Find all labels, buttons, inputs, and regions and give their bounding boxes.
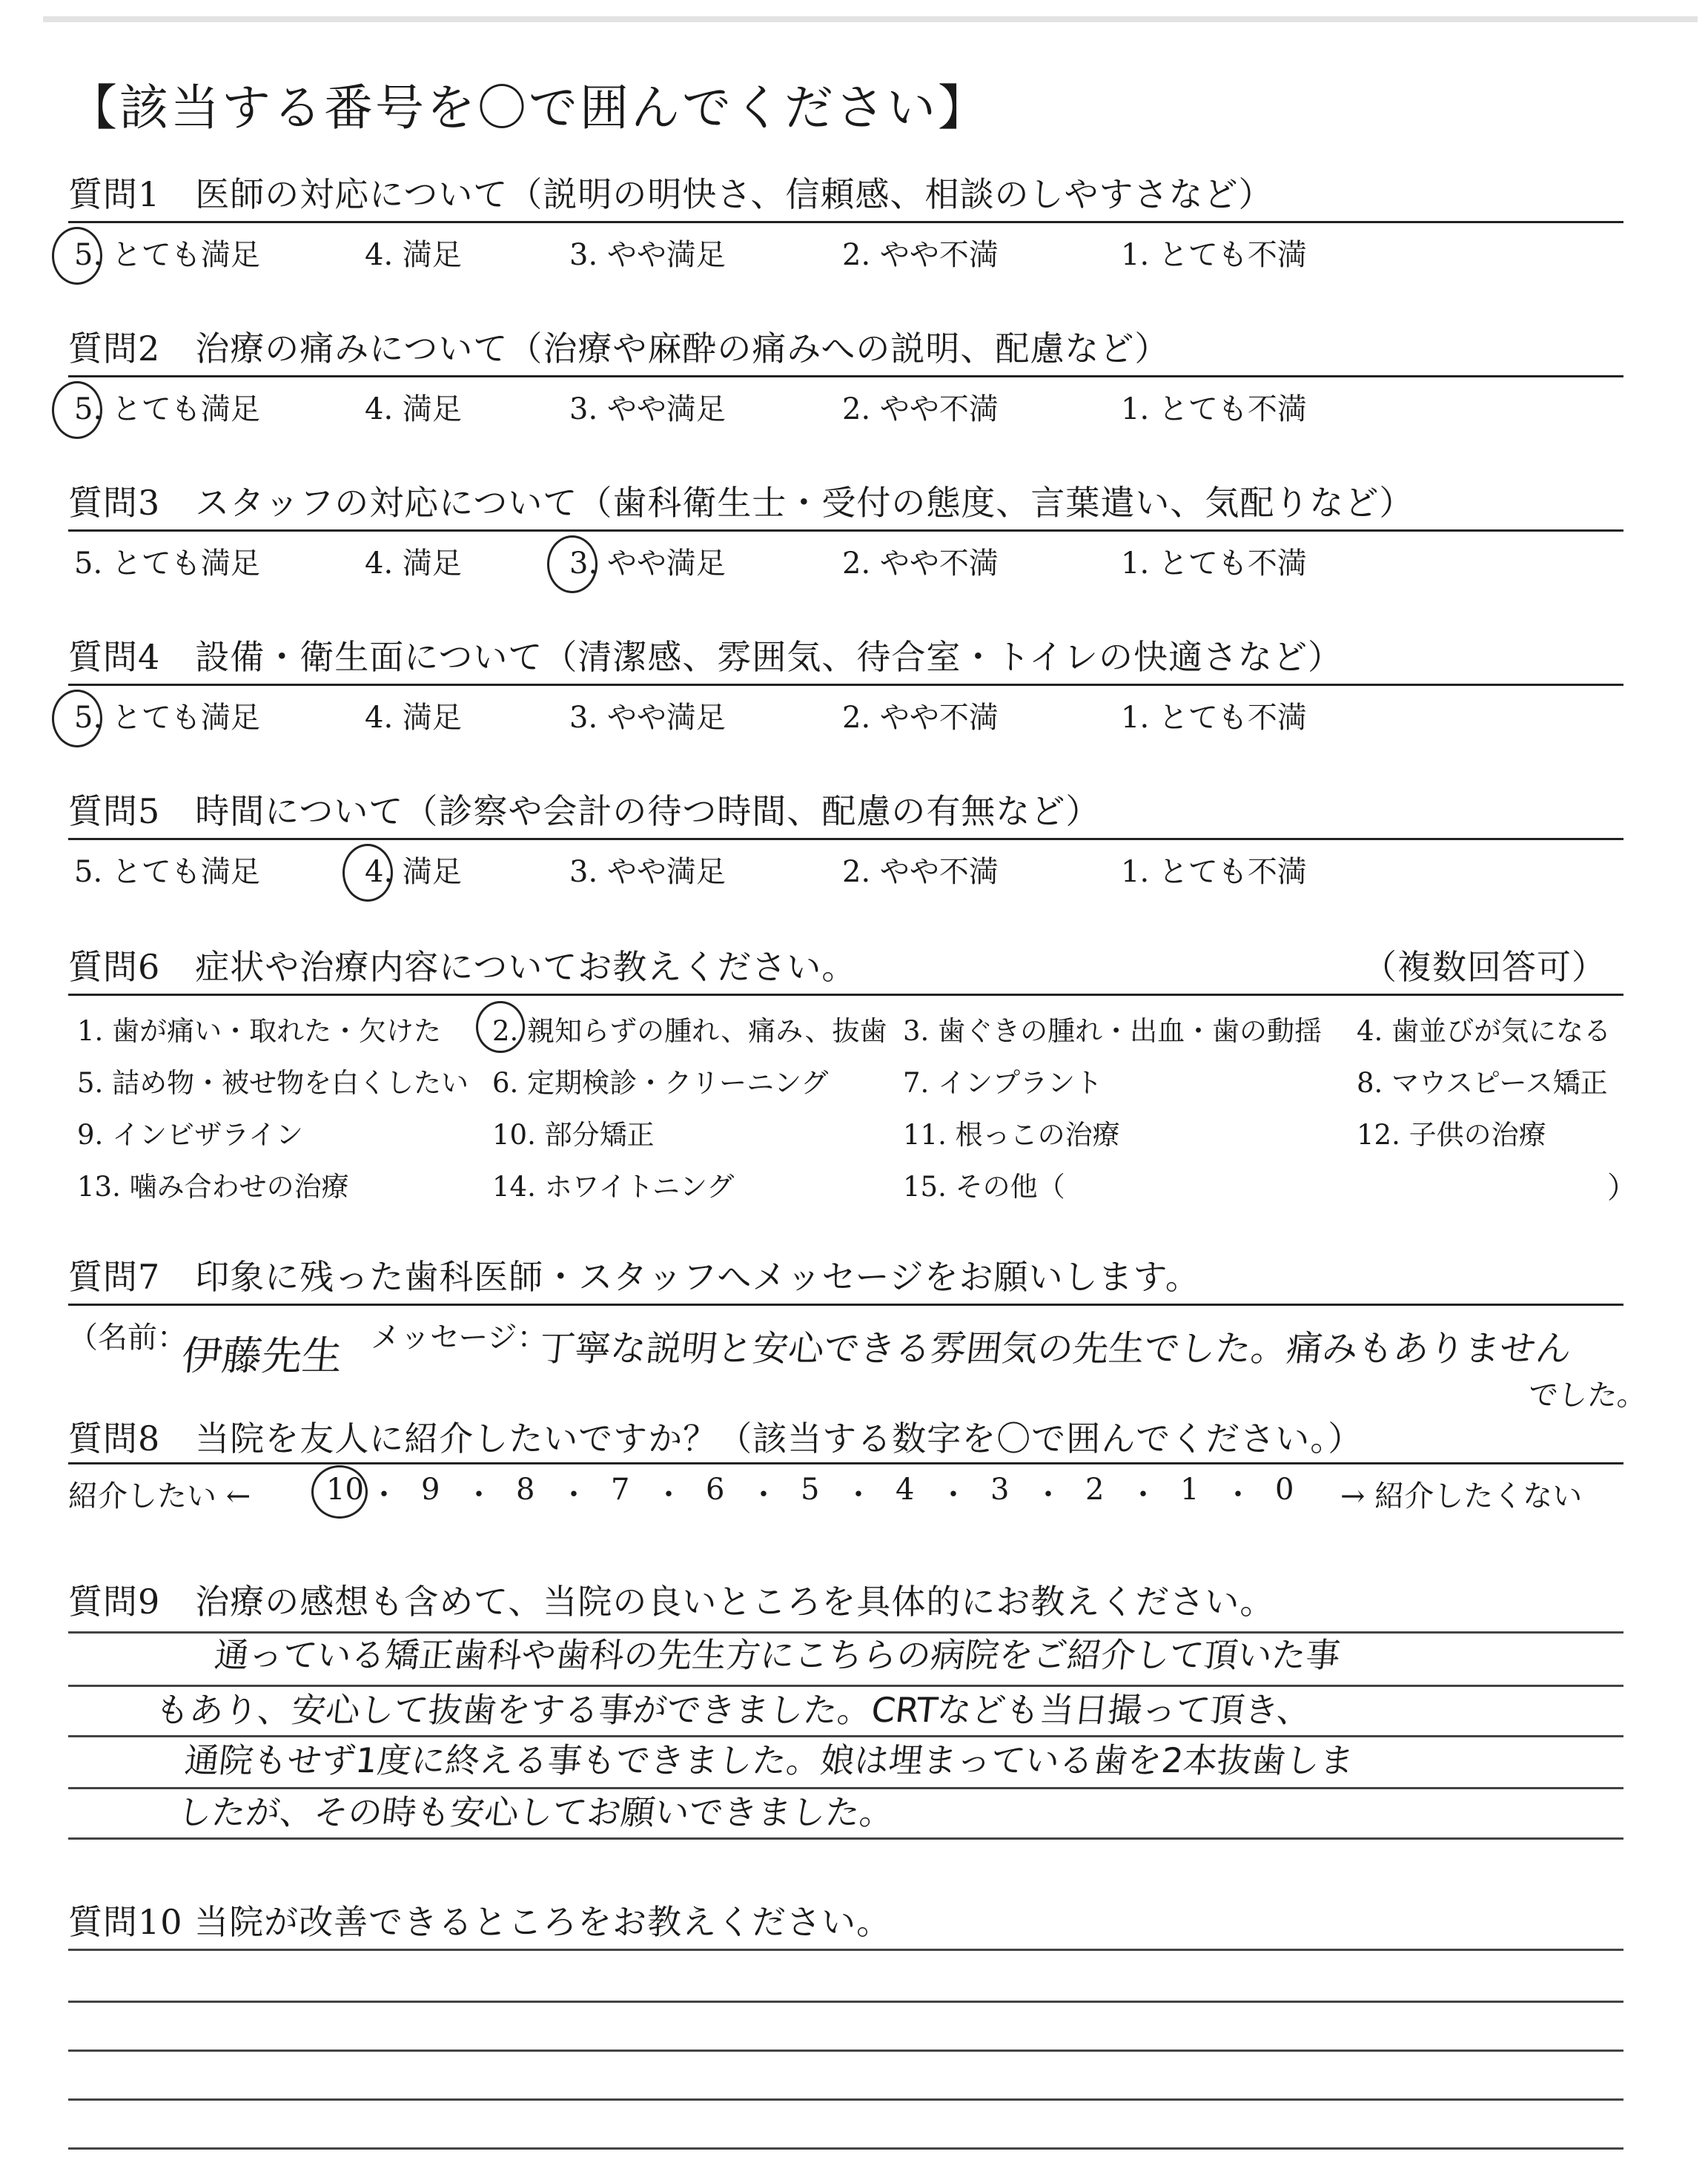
q1-label: 質問1 医師の対応について（説明の明快さ、信頼感、相談のしやすさなど）: [68, 174, 1274, 214]
q6-option-4[interactable]: 4. 歯並びが気になる: [1357, 1015, 1612, 1047]
q3-rule: [68, 529, 1623, 532]
q6-rule: [68, 994, 1623, 996]
q4-option-3[interactable]: 3. やや満足: [569, 701, 726, 735]
q6-option-7[interactable]: 7. インプラント: [903, 1067, 1103, 1099]
q6-option-8[interactable]: 8. マウスピース矯正: [1357, 1067, 1608, 1099]
q7-name-value: 伊藤先生: [179, 1332, 345, 1379]
q1-option-4[interactable]: 4. 満足: [365, 238, 462, 272]
q8-scale-separator: ・: [654, 1478, 683, 1512]
q3-option-3[interactable]: 3. やや満足: [569, 546, 726, 581]
q10-rule-2: [68, 2001, 1623, 2003]
q10-rule-4: [68, 2098, 1623, 2101]
q1-selection-circle: [52, 227, 102, 285]
q4-option-5[interactable]: 5. とても満足: [74, 701, 260, 735]
q8-score-4[interactable]: 4: [896, 1473, 915, 1507]
q8-scale-separator: ・: [369, 1478, 399, 1512]
q8-scale-separator: ・: [464, 1478, 494, 1512]
q4-option-2[interactable]: 2. やや不満: [842, 701, 999, 735]
q5-selection-circle: [342, 844, 393, 902]
q8-score-6[interactable]: 6: [706, 1473, 725, 1507]
q2-option-5[interactable]: 5. とても満足: [74, 392, 260, 426]
q9-rule-5: [68, 1837, 1623, 1840]
q4-option-1[interactable]: 1. とても不満: [1121, 701, 1307, 735]
q8-score-0[interactable]: 0: [1275, 1473, 1294, 1507]
q7-message-line-2: でした。: [1526, 1378, 1649, 1413]
q3-option-5[interactable]: 5. とても満足: [74, 546, 260, 581]
q7-message-label: メッセージ：: [371, 1321, 547, 1355]
q10-rule-3: [68, 2050, 1623, 2052]
q3-option-2[interactable]: 2. やや不満: [842, 546, 999, 581]
q4-label: 質問4 設備・衛生面について（清潔感、雰囲気、待合室・トイレの快適さなど）: [68, 637, 1343, 677]
q8-scale-separator: ・: [559, 1478, 589, 1512]
q2-option-2[interactable]: 2. やや不満: [842, 392, 999, 426]
q4-option-4[interactable]: 4. 満足: [365, 701, 462, 735]
q8-scale-separator: ・: [1128, 1478, 1158, 1512]
q8-scale-separator: ・: [939, 1478, 968, 1512]
q1-option-3[interactable]: 3. やや満足: [569, 238, 726, 272]
q6-option-5[interactable]: 5. 詰め物・被せ物を白くしたい: [77, 1067, 469, 1099]
q8-rule: [68, 1462, 1623, 1464]
q3-option-1[interactable]: 1. とても不満: [1121, 546, 1307, 581]
form-title: 【該当する番号を〇で囲んでください】: [68, 79, 989, 136]
q2-rule: [68, 375, 1623, 377]
scan-edge: [43, 16, 1698, 22]
q3-label: 質問3 スタッフの対応について（歯科衛生士・受付の態度、言葉遣い、気配りなど）: [68, 483, 1414, 523]
q6-option-12[interactable]: 12. 子供の治療: [1357, 1119, 1546, 1151]
q6-option-9[interactable]: 9. インビザライン: [77, 1119, 303, 1151]
q2-option-1[interactable]: 1. とても不満: [1121, 392, 1307, 426]
q6-option-11[interactable]: 11. 根っこの治療: [903, 1119, 1120, 1151]
q7-rule: [68, 1304, 1623, 1306]
q6-note: （複数回答可）: [1363, 947, 1606, 987]
q8-selection-circle: [311, 1465, 368, 1519]
q8-score-7[interactable]: 7: [611, 1473, 630, 1507]
q2-option-3[interactable]: 3. やや満足: [569, 392, 726, 426]
q8-scale-separator: ・: [1033, 1478, 1063, 1512]
q6-label: 質問6 症状や治療内容についてお教えください。: [68, 947, 857, 987]
q4-rule: [68, 684, 1623, 686]
q6-option-3[interactable]: 3. 歯ぐきの腫れ・出血・歯の動揺: [903, 1015, 1323, 1047]
q6-option-13[interactable]: 13. 噛み合わせの治療: [77, 1171, 349, 1203]
q10-label: 質問10 当院が改善できるところをお教えください。: [68, 1902, 892, 1942]
q5-option-3[interactable]: 3. やや満足: [569, 855, 726, 889]
q5-option-2[interactable]: 2. やや不満: [842, 855, 999, 889]
q5-rule: [68, 838, 1623, 840]
q1-option-5[interactable]: 5. とても満足: [74, 238, 260, 272]
q6-option-6[interactable]: 6. 定期検診・クリーニング: [492, 1067, 829, 1099]
q9-answer-line-3: 通院もせず1度に終える事もできました。娘は埋まっている歯を2本抜歯しま: [182, 1740, 1357, 1780]
q8-score-1[interactable]: 1: [1180, 1473, 1199, 1507]
q7-label: 質問7 印象に残った歯科医師・スタッフへメッセージをお願いします。: [68, 1257, 1200, 1297]
q5-option-1[interactable]: 1. とても不満: [1121, 855, 1307, 889]
q9-answer-line-2: もあり、安心して抜歯をする事ができました。CRTなども当日撮って頂き、: [153, 1690, 1314, 1730]
q2-label: 質問2 治療の痛みについて（治療や麻酔の痛みへの説明、配慮など）: [68, 328, 1170, 369]
q6-option-14[interactable]: 14. ホワイトニング: [492, 1171, 735, 1203]
q6-selection-circle: [476, 1001, 525, 1053]
q2-selection-circle: [52, 381, 102, 439]
q10-rule-5: [68, 2147, 1623, 2150]
q10-rule-1: [68, 1949, 1623, 1951]
q6-option-2[interactable]: 2. 親知らずの腫れ、痛み、抜歯: [492, 1015, 887, 1047]
q8-score-9[interactable]: 9: [421, 1473, 440, 1507]
q8-scale-separator: ・: [749, 1478, 778, 1512]
q9-label: 質問9 治療の感想も含めて、当院の良いところを具体的にお教えください。: [68, 1582, 1275, 1622]
q8-right-label: → 紹介したくない: [1340, 1479, 1583, 1513]
q5-label: 質問5 時間について（診察や会計の待つ時間、配慮の有無など）: [68, 791, 1101, 831]
q1-option-1[interactable]: 1. とても不満: [1121, 238, 1307, 272]
q5-option-5[interactable]: 5. とても満足: [74, 855, 260, 889]
q9-answer-line-4: したが、その時も安心してお願いできました。: [175, 1792, 896, 1832]
q4-selection-circle: [52, 690, 102, 747]
q8-score-3[interactable]: 3: [990, 1473, 1010, 1507]
q8-score-2[interactable]: 2: [1085, 1473, 1105, 1507]
q8-scale-separator: ・: [1223, 1478, 1253, 1512]
q8-score-8[interactable]: 8: [516, 1473, 535, 1507]
q2-option-4[interactable]: 4. 満足: [365, 392, 462, 426]
q6-option-15[interactable]: 15. その他（: [903, 1171, 1065, 1203]
q8-left-label: 紹介したい ←: [68, 1479, 251, 1513]
q6-option-1[interactable]: 1. 歯が痛い・取れた・欠けた: [77, 1015, 442, 1047]
q9-answer-line-1: 通っている矯正歯科や歯科の先生方にこちらの病院をご紹介して頂いた事: [212, 1635, 1343, 1675]
q8-score-5[interactable]: 5: [801, 1473, 820, 1507]
q7-name-label: （名前：: [68, 1321, 187, 1355]
q1-rule: [68, 221, 1623, 223]
q8-scale-separator: ・: [844, 1478, 873, 1512]
q3-option-4[interactable]: 4. 満足: [365, 546, 462, 581]
q1-option-2[interactable]: 2. やや不満: [842, 238, 999, 272]
q3-selection-circle: [547, 535, 598, 593]
q7-message-line-1: 丁寧な説明と安心できる雰囲気の先生でした。痛みもありません: [537, 1328, 1574, 1370]
q5-option-4[interactable]: 4. 満足: [365, 855, 462, 889]
q8-label: 質問8 当院を友人に紹介したいですか？（該当する数字を〇で囲んでください。）: [68, 1418, 1363, 1459]
q6-option-10[interactable]: 10. 部分矯正: [492, 1119, 655, 1151]
q6-other-close: ）: [1607, 1171, 1637, 1205]
q8-score-10[interactable]: 10: [326, 1473, 364, 1507]
